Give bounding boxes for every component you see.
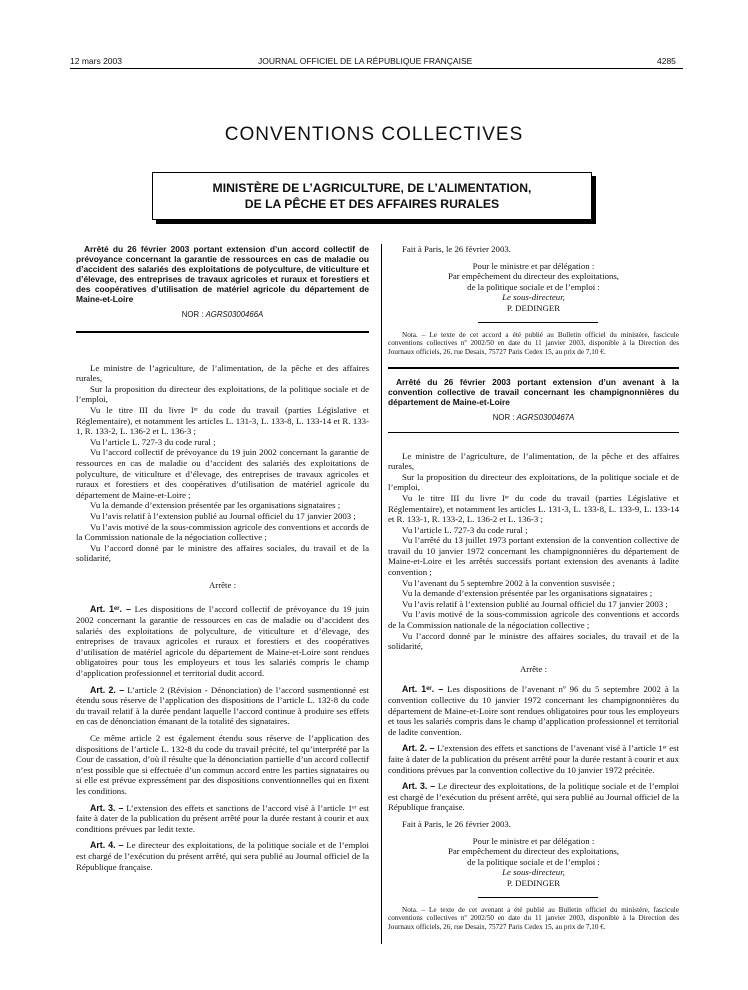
article-1: [76, 604, 369, 678]
signature-line: Pour le ministre et par délégation :: [472, 260, 595, 271]
paragraph: Vu l’arrêté du 13 juillet 1973 portant extension de la convention collective de travail du 10 janvier 1972 concernant les champignonnières du département de Maine-et-Loire et les arrêtés successifs portant extension des avenants à ladite convention ;: [388, 535, 679, 578]
nor-code: AGRS0300466A: [205, 310, 264, 319]
paragraph: Vu l’avis relatif à l’extension publié au Journal officiel du 17 janvier 2003 ;: [90, 510, 356, 521]
paragraph: Vu l’avis motivé de la sous-commission agricole des conventions et accords de la Commission nationale de la négociation collective ;: [388, 609, 679, 631]
signature-block: [388, 261, 679, 314]
paragraph: Vu l’article L. 727-3 du code rural ;: [402, 524, 528, 535]
note-rule: [478, 322, 598, 323]
header-page-number: 4285: [657, 56, 676, 66]
signature-line: Pour le ministre et par délégation :: [472, 835, 595, 846]
ministry-line-2: DE LA PÊCHE ET DES AFFAIRES RURALES: [244, 197, 500, 211]
article-text: Le directeur des exploitations, de la politique sociale et de l’emploi est chargé de l’exécution du présent arrêté, qui sera publié au Journal officiel de la République française.: [76, 840, 369, 872]
paragraph: Vu l’avis motivé de la sous-commission agricole des conventions et accords de la Commission nationale de la négociation collective ;: [76, 521, 369, 543]
article-text: Les dispositions de l’accord collectif de prévoyance du 19 juin 2002 concernant la garantie de ressources en cas de maladie ou d’accident des salariés des exploitations de polyculture, de viticulture et d’élevage, des entreprises de travaux agricoles et ruraux et forestiers et des coopératives d’utilisation de matériel agricole du département de Maine-et-Loire sont rendues obligatoires pour tous les employeurs et tous les salariés compris le champ d’application professionnel et territorial dudit accord.: [76, 604, 369, 679]
arrete-heading: Arrête :: [208, 579, 237, 590]
article-label: Art. 2. –: [90, 684, 125, 695]
article-label: Art. 4. –: [90, 840, 124, 851]
paragraph: Sur la proposition du directeur des exploitations, de la politique sociale et de l’emploi,: [388, 471, 679, 493]
header-rule: [70, 68, 683, 69]
article-2-paragraph: Ce même article 2 est également étendu sous réserve de l’application des dispositions de l’article L. 132-8 du code du travail précité, tel qu’interprété par la Cour de cassation, d’où il résulte que la dénonciation partielle d’un accord collectif n’est possible que si effectuée d’un commun accord entre les parties signataires ou si elle est prévue expressément par des dispositions conventionnelles qui en fixent les conditions.: [76, 733, 369, 796]
article-label: Art. 1ᵉʳ. –: [90, 604, 131, 615]
signatory-name: P. DEDINGER: [506, 877, 561, 888]
header-journal-title: JOURNAL OFFICIEL DE LA RÉPUBLIQUE FRANÇAISE: [258, 56, 473, 66]
nor-reference: [388, 413, 679, 424]
article-label: Art. 2. –: [402, 743, 435, 754]
note-rule: [478, 897, 598, 898]
article-label: Art. 3. –: [402, 781, 436, 792]
article-2: [76, 685, 369, 727]
nor-code: AGRS0300467A: [516, 412, 575, 422]
signature-line: Par empêchement du directeur des exploitations,: [448, 271, 619, 282]
paragraph: Vu l’accord donné par le ministre des affaires sociales, du travail et de la solidarité,: [76, 542, 369, 564]
article-label: Art. 3. –: [90, 802, 124, 813]
paragraph: Vu l’article L. 727-3 du code rural ;: [90, 436, 216, 447]
signature-block: [388, 836, 679, 889]
article-text: L’extension des effets et sanctions de l’avenant visé à l’article 1ᵉʳ est faite à dater de la publication du présent arrêté pour la durée restant à courir et aux conditions prévues par la convention collective du 10 janvier 1972 précitée.: [388, 743, 679, 775]
paragraph: Vu le titre III du livre Iᵉʳ du code du travail (parties Législative et Réglementaire), et notamment les articles L. 131-3, L. 133-8, L. 133-14 et R. 133-1, R. 133-2, L. 136-2 et L. 136-3 ;: [76, 404, 369, 437]
article-4: [76, 840, 369, 872]
paragraph: Vu l’avenant du 5 septembre 2002 à la convention susvisée ;: [402, 577, 615, 588]
paragraph: Vu la demande d’extension présentée par les organisations signataires ;: [402, 588, 653, 599]
header-date: 12 mars 2003: [70, 56, 122, 66]
paragraph: Vu le titre III du livre Iᵉʳ du code du travail (parties Législative et Réglementaire), et notamment les articles L. 131-3, L. 133-8, L. 133-9, L. 133-14 et R. 133-1, R. 133-2, L. 136-2 et L. 136-3 ;: [388, 492, 679, 525]
article-3: [76, 803, 369, 835]
signatory-name: P. DEDINGER: [506, 302, 561, 313]
left-column: [76, 244, 369, 872]
title-rule: [76, 331, 369, 333]
article-text: Les dispositions de l’avenant nº 96 du 5 septembre 2002 à la convention collective du 10 janvier 1972 concernant les champignonnières du département de Maine-et-Loire sont rendues obligatoires pour tous les employeurs et tous les salariés compris dans le champ d’application professionnel et territorial de ladite convention.: [388, 684, 680, 737]
article-text: L’extension des effets et sanctions de l’accord visé à l’article 1ᵉʳ est faite à dater de la publication du présent arrêté pour la durée restant à courir et aux conditions prévues par ledit texte.: [76, 802, 369, 834]
paragraph: Vu l’accord collectif de prévoyance du 19 juin 2002 concernant la garantie de ressources en cas de maladie ou d’accident des salariés des exploitations de polyculture, de viticulture et d’élevage, des entreprises de travaux agricoles et ruraux et forestiers et des coopératives d’utilisation de matériel agricole du département de Maine-et-Loire ;: [76, 447, 369, 500]
fait-a-paris: Fait à Paris, le 26 février 2003.: [402, 818, 511, 829]
column-divider: [381, 244, 382, 944]
nor-label: NOR :: [492, 412, 515, 422]
article-label: Art. 1ᵉʳ. –: [402, 684, 444, 695]
paragraph: Vu l’accord donné par le ministre des affaires sociales, du travail et de la solidarité,: [388, 630, 679, 652]
article-text: L’article 2 (Révision - Dénonciation) de l’accord susmentionné est étendu sous réserve de l’application des dispositions de l’article L. 132-8 du code du travail relatif à la durée pendant laquelle l’accord continue à produire ses effets en cas de dénonciation émanant de la totalité des signataires.: [76, 684, 369, 727]
signature-title: Le sous-directeur,: [502, 292, 565, 303]
section-rule: [388, 367, 679, 369]
ministry-box: [152, 172, 592, 220]
nor-reference: [76, 310, 369, 321]
paragraph: Le ministre de l’agriculture, de l’alimentation, de la pêche et des affaires rurales,: [388, 450, 679, 472]
nota-note: Nota. – Le texte de cet accord a été publié au Bulletin officiel du ministère, fascicule conventions collectives nº 2002/50 en date du 11 janvier 2003, disponible à la Direction des Journaux officiels, 26, rue Desaix, 75727 Paris Cedex 15, au prix de 7,10 €.: [388, 330, 679, 357]
signature-line: de la politique sociale et de l’emploi :: [467, 856, 600, 867]
ministry-line-1: MINISTÈRE DE L’AGRICULTURE, DE L’ALIMENTATION,: [212, 181, 532, 195]
article-1: [388, 684, 679, 737]
decree-title: Arrêté du 26 février 2003 portant extension d’un accord collectif de prévoyance concernant la garantie de ressources en cas de maladie ou d’accident des salariés des exploitations de polyculture, de viticulture et d’élevage, des entreprises de travaux agricoles et ruraux et forestiers et des coopératives d’utilisation de matériel agricole du département de Maine-et-Loire: [76, 244, 369, 304]
section-title: CONVENTIONS COLLECTIVES: [224, 124, 524, 145]
article-text: Le directeur des exploitations, de la politique sociale et de l’emploi est chargé de l’exécution du présent arrêté, qui sera publié au Journal officiel de la République française.: [388, 781, 679, 813]
fait-a-paris: Fait à Paris, le 26 février 2003.: [402, 244, 511, 254]
article-3: [388, 781, 679, 813]
signature-title: Le sous-directeur,: [502, 867, 565, 878]
ministry-banner: [152, 172, 596, 224]
paragraph: Vu l’avis relatif à l’extension publié au Journal officiel du 17 janvier 2003 ;: [402, 598, 668, 609]
paragraph: Vu la demande d’extension présentée par les organisations signataires ;: [90, 500, 341, 511]
arrete-heading: Arrête :: [519, 663, 548, 674]
article-2: [388, 743, 679, 775]
signature-line: de la politique sociale et de l’emploi :: [467, 281, 600, 292]
paragraph: Sur la proposition du directeur des exploitations, de la politique sociale et de l’emploi,: [76, 383, 369, 405]
right-column: [388, 244, 679, 932]
signature-line: Par empêchement du directeur des exploitations,: [448, 846, 619, 857]
decree-title: Arrêté du 26 février 2003 portant extension d’un avenant à la convention collective de travail concernant les champignonnières du département de Maine-et-Loire: [388, 376, 679, 407]
nor-label: NOR :: [181, 310, 204, 319]
nota-note: Nota. – Le texte de cet avenant a été publié au Bulletin officiel du ministère, fascicule conventions collectives nº 2002/50 en date du 11 janvier 2003, disponible à la Direction des Journaux officiels, 26, rue Desaix, 75727 Paris Cedex 15, au prix de 7,10 €.: [388, 905, 679, 932]
title-rule: [388, 432, 679, 433]
paragraph: Le ministre de l’agriculture, de l’alimentation, de la pêche et des affaires rurales,: [76, 362, 369, 384]
